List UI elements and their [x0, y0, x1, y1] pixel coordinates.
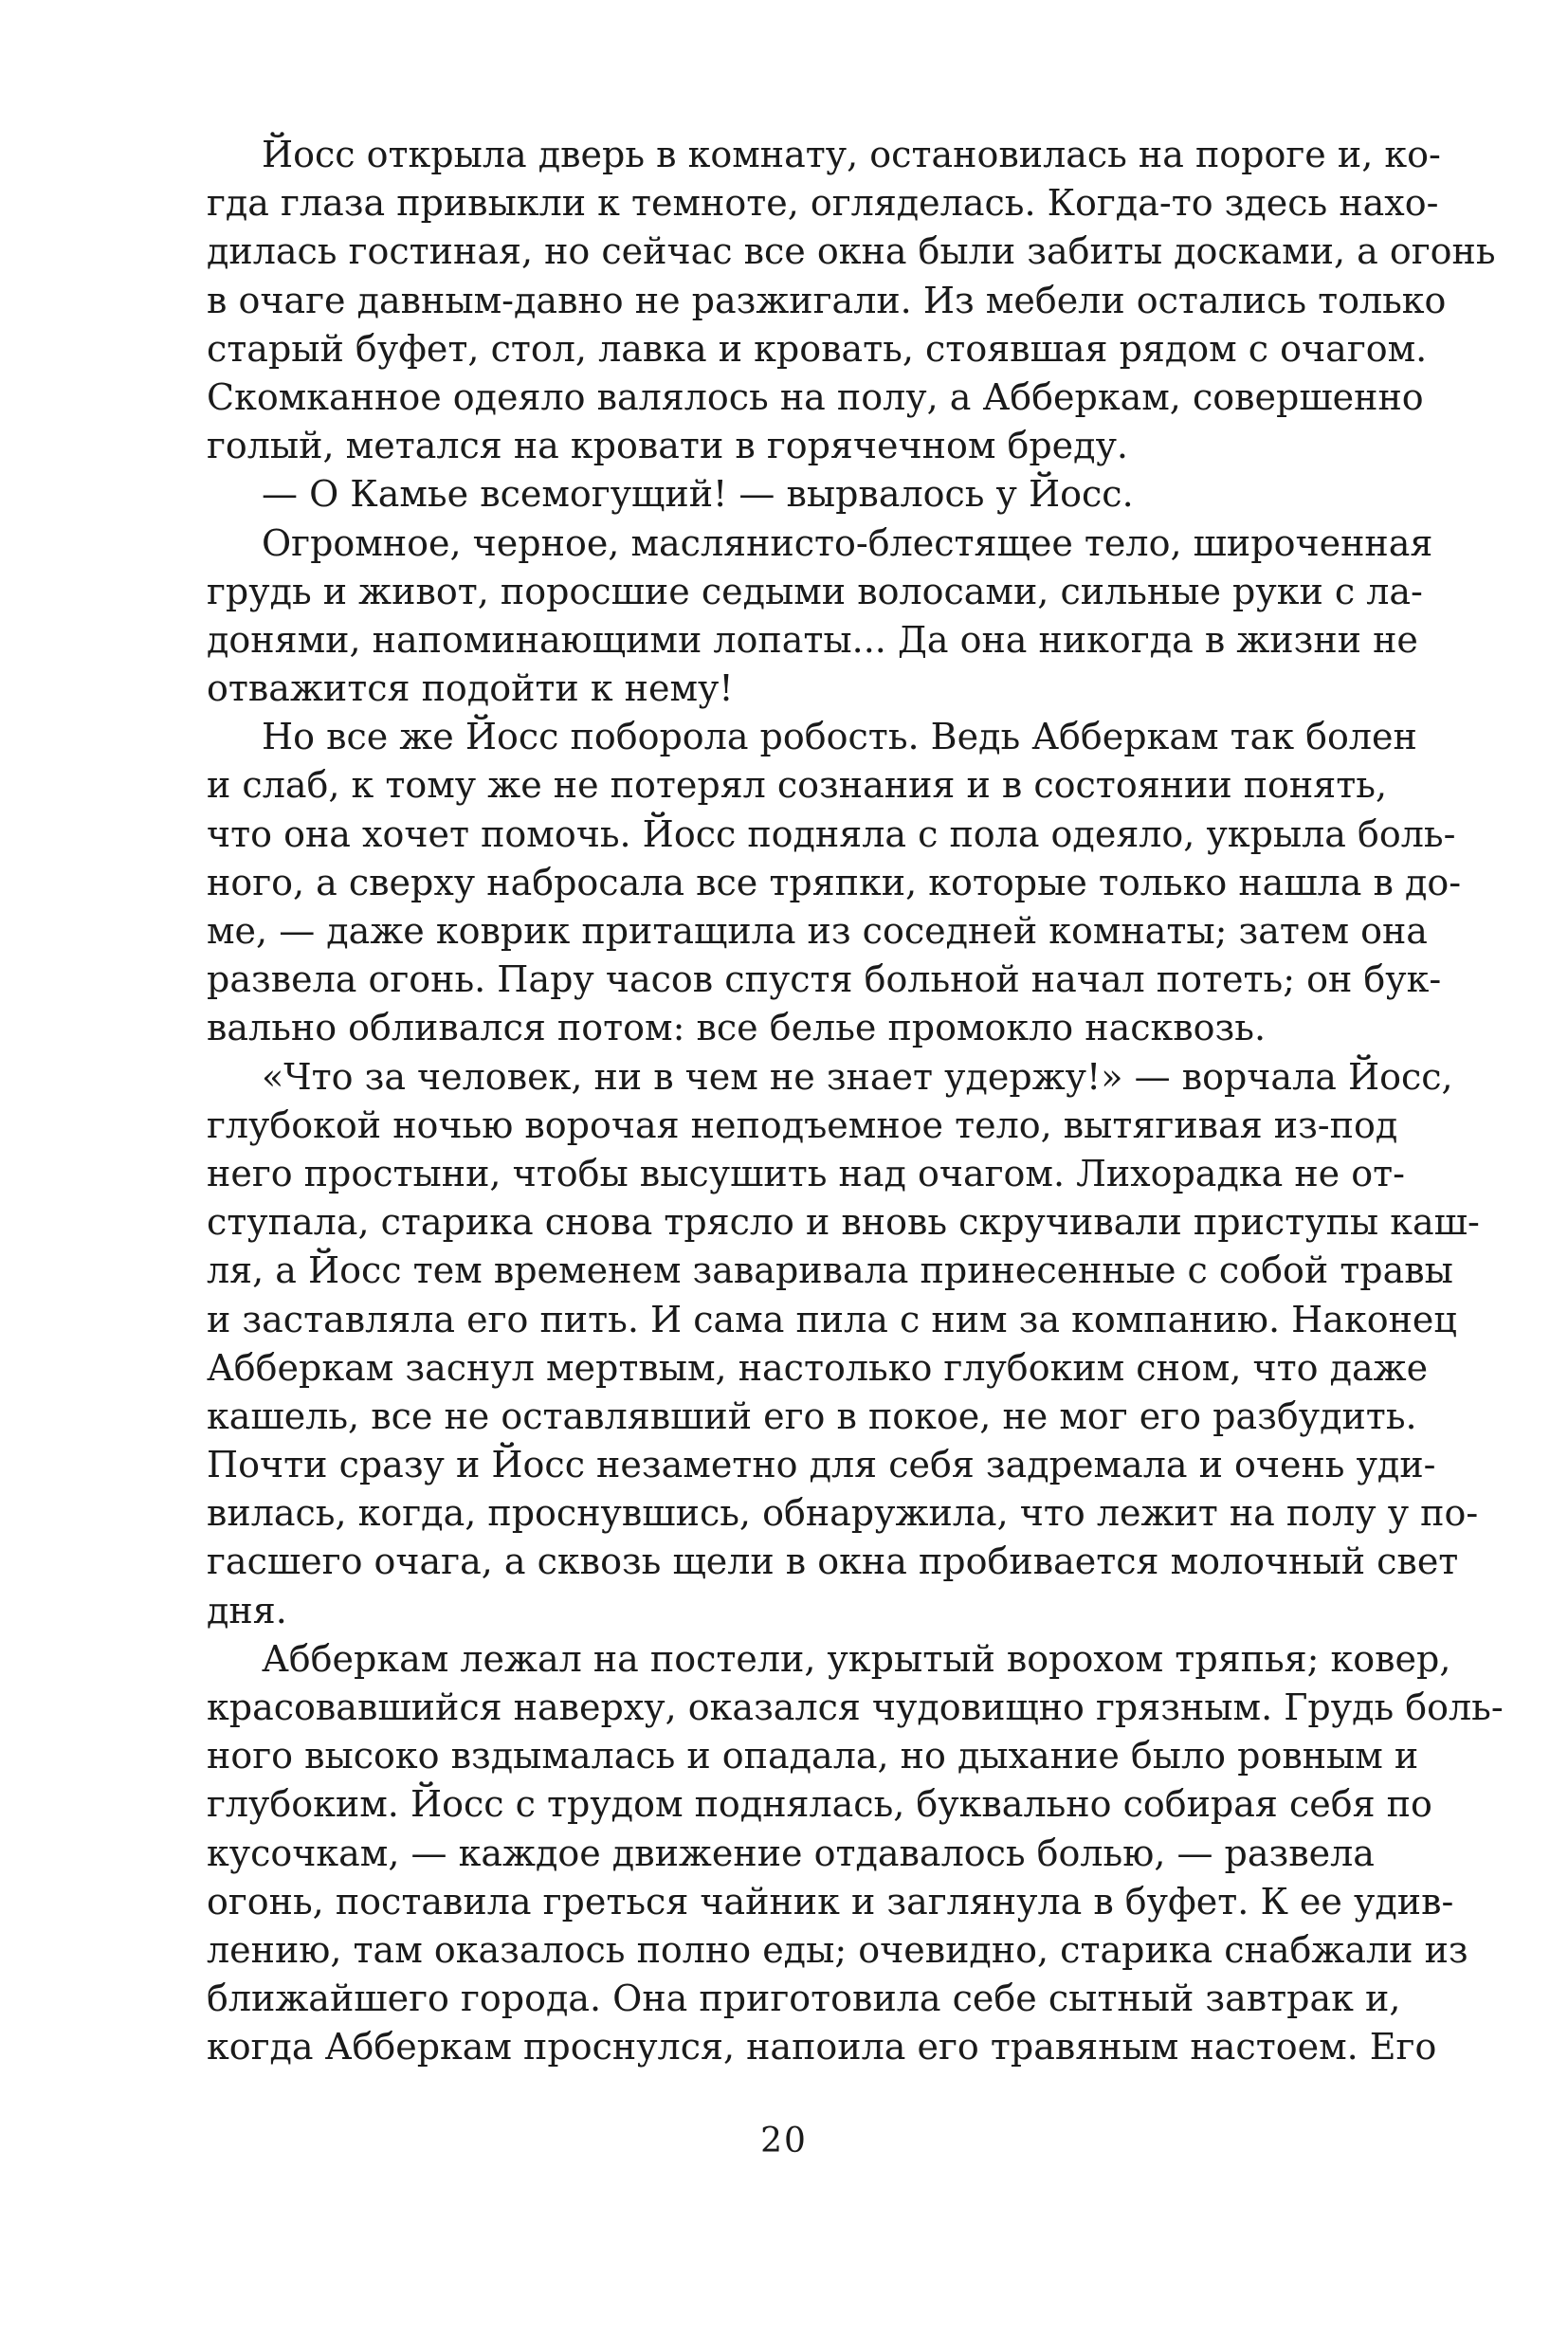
text-line: него простыни, чтобы высушить над очагом. Лихорадка не от- — [207, 1152, 1405, 1194]
text-line: когда Абберкам проснулся, напоила его травяным настоем. Его — [207, 2026, 1437, 2069]
text-line: красовавшийся наверху, оказался чудовищно грязным. Грудь боль- — [207, 1686, 1504, 1728]
text-line: — О Камье всемогущий! — вырвалось у Йосс. — [262, 473, 1134, 516]
text-line: огонь, поставила греться чайник и заглянула в буфет. К ее удив- — [207, 1880, 1454, 1923]
text-line: Огромное, черное, маслянисто-блестящее тело, широченная — [262, 521, 1433, 564]
page-number: 20 — [760, 2122, 808, 2160]
text-line: что она хочет помочь. Йосс подняла с пола одеяло, укрыла боль- — [207, 812, 1456, 855]
text-line: ля, а Йосс тем временем заваривала принесенные с собой травы — [207, 1249, 1453, 1292]
text-line: лению, там оказалось полно еды; очевидно, старика снабжали из — [207, 1928, 1468, 1971]
text-line: Абберкам лежал на постели, укрытый ворохом тряпья; ковер, — [262, 1637, 1451, 1680]
text-line: Йосс открыла дверь в комнату, остановилась на пороге и, ко- — [262, 134, 1441, 175]
text-line: дня. — [207, 1589, 287, 1631]
text-line: в очаге давным-давно не разжигали. Из мебели остались только — [207, 279, 1447, 321]
text-line: ного, а сверху набросала все тряпки, которые только нашла в до- — [207, 861, 1462, 903]
text-line: Почти сразу и Йосс незаметно для себя задремала и очень уди- — [207, 1444, 1436, 1486]
text-line: и заставляла его пить. И сама пила с ним за компанию. Наконец — [207, 1298, 1457, 1340]
text-line: отважится подойти к нему! — [207, 667, 734, 710]
text-line: «Что за человек, ни в чем не знает удержу!» — ворчала Йосс, — [262, 1055, 1453, 1098]
text-line: и слаб, к тому же не потерял сознания и в состоянии понять, — [207, 764, 1388, 807]
text-line: Но все же Йосс поборола робость. Ведь Абберкам так болен — [262, 716, 1417, 758]
text-line: вально обливался потом: все белье промокло насквозь. — [207, 1007, 1267, 1049]
text-line: старый буфет, стол, лавка и кровать, стоявшая рядом с очагом. — [207, 327, 1428, 370]
text-line: гда глаза привыкли к темноте, огляделась. Когда-то здесь нахо- — [207, 182, 1439, 225]
text-line: Абберкам заснул мертвым, настолько глубоким сном, что даже — [207, 1346, 1429, 1389]
text-line: ме, — даже коврик притащила из соседней комнаты; затем она — [207, 910, 1428, 952]
text-line: голый, метался на кровати в горячечном бреду. — [207, 425, 1129, 467]
text-line: ближайшего города. Она приготовила себе сытный завтрак и, — [207, 1977, 1401, 2020]
text-line: грудь и живот, поросшие седыми волосами, сильные руки с ла- — [207, 570, 1423, 612]
text-line: кашель, все не оставлявший его в покое, не мог его разбудить. — [207, 1394, 1417, 1437]
text-line: вилась, когда, проснувшись, обнаружила, что лежит на полу у по- — [207, 1492, 1479, 1535]
text-line: донями, напоминающими лопаты... Да она никогда в жизни не — [207, 618, 1418, 661]
text-line: ступала, старика снова трясло и вновь скручивали приступы каш- — [207, 1201, 1480, 1244]
text-line: кусочкам, — каждое движение отдавалось болью, — развела — [207, 1832, 1375, 1874]
text-line: развела огонь. Пару часов спустя больной начал потеть; он бук- — [207, 958, 1442, 1001]
text-line: глубокой ночью ворочая неподъемное тело, вытягивая из-под — [207, 1103, 1398, 1146]
text-line: глубоким. Йосс с трудом поднялась, буквально собирая себя по — [207, 1783, 1432, 1826]
text-line: Скомканное одеяло валялось на полу, а Абберкам, совершенно — [207, 375, 1424, 418]
body-text — [207, 131, 1504, 2072]
text-line: гасшего очага, а сквозь щели в окна пробивается молочный свет — [207, 1540, 1459, 1583]
text-line: ного высоко вздымалась и опадала, но дыхание было ровным и — [207, 1735, 1419, 1777]
text-line: дилась гостиная, но сейчас все окна были забиты досками, а огонь — [207, 230, 1496, 273]
